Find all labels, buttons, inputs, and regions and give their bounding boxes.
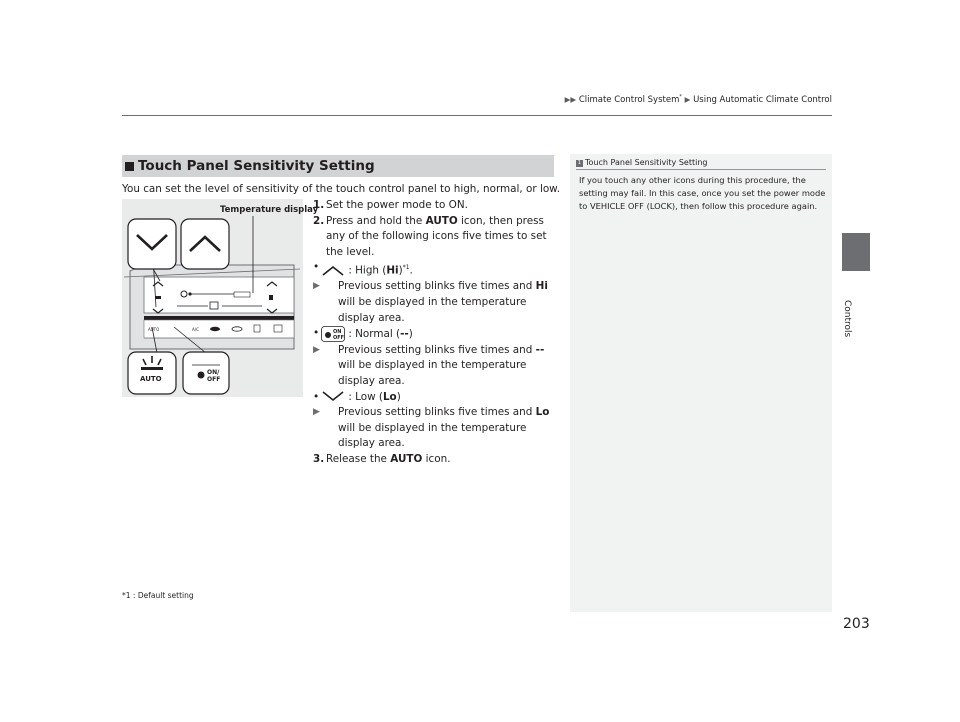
breadcrumb xyxy=(565,94,832,105)
step-text: Set the power mode to ON. xyxy=(326,199,468,211)
result-text: will be displayed in the temperature display area. xyxy=(338,359,527,387)
chapter-tab-label: Controls xyxy=(842,300,852,338)
option-high-result xyxy=(313,279,563,326)
temperature-display-callout: Temperature display xyxy=(220,205,319,215)
off-label: OFF xyxy=(207,376,221,383)
chevron-right-icon: ▶▶ xyxy=(564,94,577,104)
option-label: : High ( xyxy=(348,264,387,277)
section-heading xyxy=(122,155,554,177)
procedure-steps xyxy=(313,198,563,468)
side-note xyxy=(570,154,832,612)
bullet-icon: • xyxy=(313,390,320,403)
result-value: Lo xyxy=(535,406,550,419)
option-label: . xyxy=(409,264,413,277)
intro-text: You can set the level of sensitivity of the touch control panel to high, normal, or low. xyxy=(122,183,561,195)
step-number: 3. xyxy=(313,452,325,465)
result-text: Previous setting blinks five times and xyxy=(338,406,536,419)
option-label: ) xyxy=(408,328,413,341)
option-label: : Low ( xyxy=(348,390,383,403)
chevron-down-icon xyxy=(321,391,345,402)
result-text: Previous setting blinks five times and xyxy=(338,343,536,356)
chevron-right-icon: ▶ xyxy=(684,94,691,104)
control-panel-illustration xyxy=(122,199,319,397)
auto-label: AUTO xyxy=(140,375,162,383)
result-arrow-icon: ▶ xyxy=(313,281,320,292)
svg-text:AUTO: AUTO xyxy=(148,327,160,332)
svg-text:ON: ON xyxy=(333,329,342,336)
breadcrumb-item-automatic[interactable]: Using Automatic Climate Control xyxy=(693,94,832,105)
result-arrow-icon: ▶ xyxy=(313,407,320,418)
option-normal-result xyxy=(313,343,563,390)
chevron-up-icon xyxy=(321,265,345,276)
step-number: 2. xyxy=(313,214,325,227)
footnote: *1 : Default setting xyxy=(122,591,194,600)
step-text: Press and hold the xyxy=(326,214,426,227)
header-divider xyxy=(122,115,832,116)
footnote-mark: * xyxy=(679,94,682,100)
result-value: -- xyxy=(535,343,545,356)
note-body: If you touch any other icons during this procedure, the setting may fail. In this case, once you set the power mode to VEHICLE OFF (LOCK), then follow this procedure again. xyxy=(579,175,826,212)
step-text: Release the xyxy=(326,452,391,465)
step-text: icon, then press any of the following icons five times to set the level. xyxy=(326,214,547,258)
breadcrumb-item-climate[interactable]: Climate Control System xyxy=(578,94,680,105)
result-arrow-icon: ▶ xyxy=(313,344,320,355)
result-value: Hi xyxy=(535,280,548,293)
bullet-icon: • xyxy=(313,327,320,340)
auto-icon-name: AUTO xyxy=(425,214,458,227)
page-number: 203 xyxy=(843,616,870,632)
step-3 xyxy=(313,452,563,468)
chapter-tab[interactable] xyxy=(842,233,870,271)
on-label: ON/ xyxy=(207,369,220,376)
svg-text:OFF: OFF xyxy=(333,335,345,342)
svg-text:A/C: A/C xyxy=(192,327,199,332)
auto-icon-name: AUTO xyxy=(390,452,423,465)
option-normal xyxy=(313,326,563,343)
option-label: : Normal ( xyxy=(348,328,401,341)
result-text: will be displayed in the temperature display area. xyxy=(338,296,527,324)
option-value: -- xyxy=(400,328,409,341)
bullet-icon: • xyxy=(313,261,320,274)
note-marker-icon: 1 xyxy=(577,160,582,166)
note-heading xyxy=(576,158,707,167)
result-text: Previous setting blinks five times and xyxy=(338,280,536,293)
option-low xyxy=(313,390,563,406)
step-text: icon. xyxy=(422,452,451,465)
step-1 xyxy=(313,198,563,214)
note-title: Touch Panel Sensitivity Setting xyxy=(585,158,708,167)
option-low-result xyxy=(313,405,563,452)
option-label: ) xyxy=(398,264,403,277)
option-label: ) xyxy=(396,390,401,403)
section-title: Touch Panel Sensitivity Setting xyxy=(138,158,375,174)
result-text: will be displayed in the temperature display area. xyxy=(338,421,527,450)
step-number: 1. xyxy=(313,199,325,211)
note-divider xyxy=(576,169,826,170)
fan-on-off-icon xyxy=(321,326,345,342)
square-bullet-icon xyxy=(125,162,134,171)
footnote-ref: *1 xyxy=(402,264,410,272)
option-value: Lo xyxy=(382,390,397,403)
step-2 xyxy=(313,214,563,261)
option-high xyxy=(313,260,563,279)
option-value: Hi xyxy=(386,264,399,277)
